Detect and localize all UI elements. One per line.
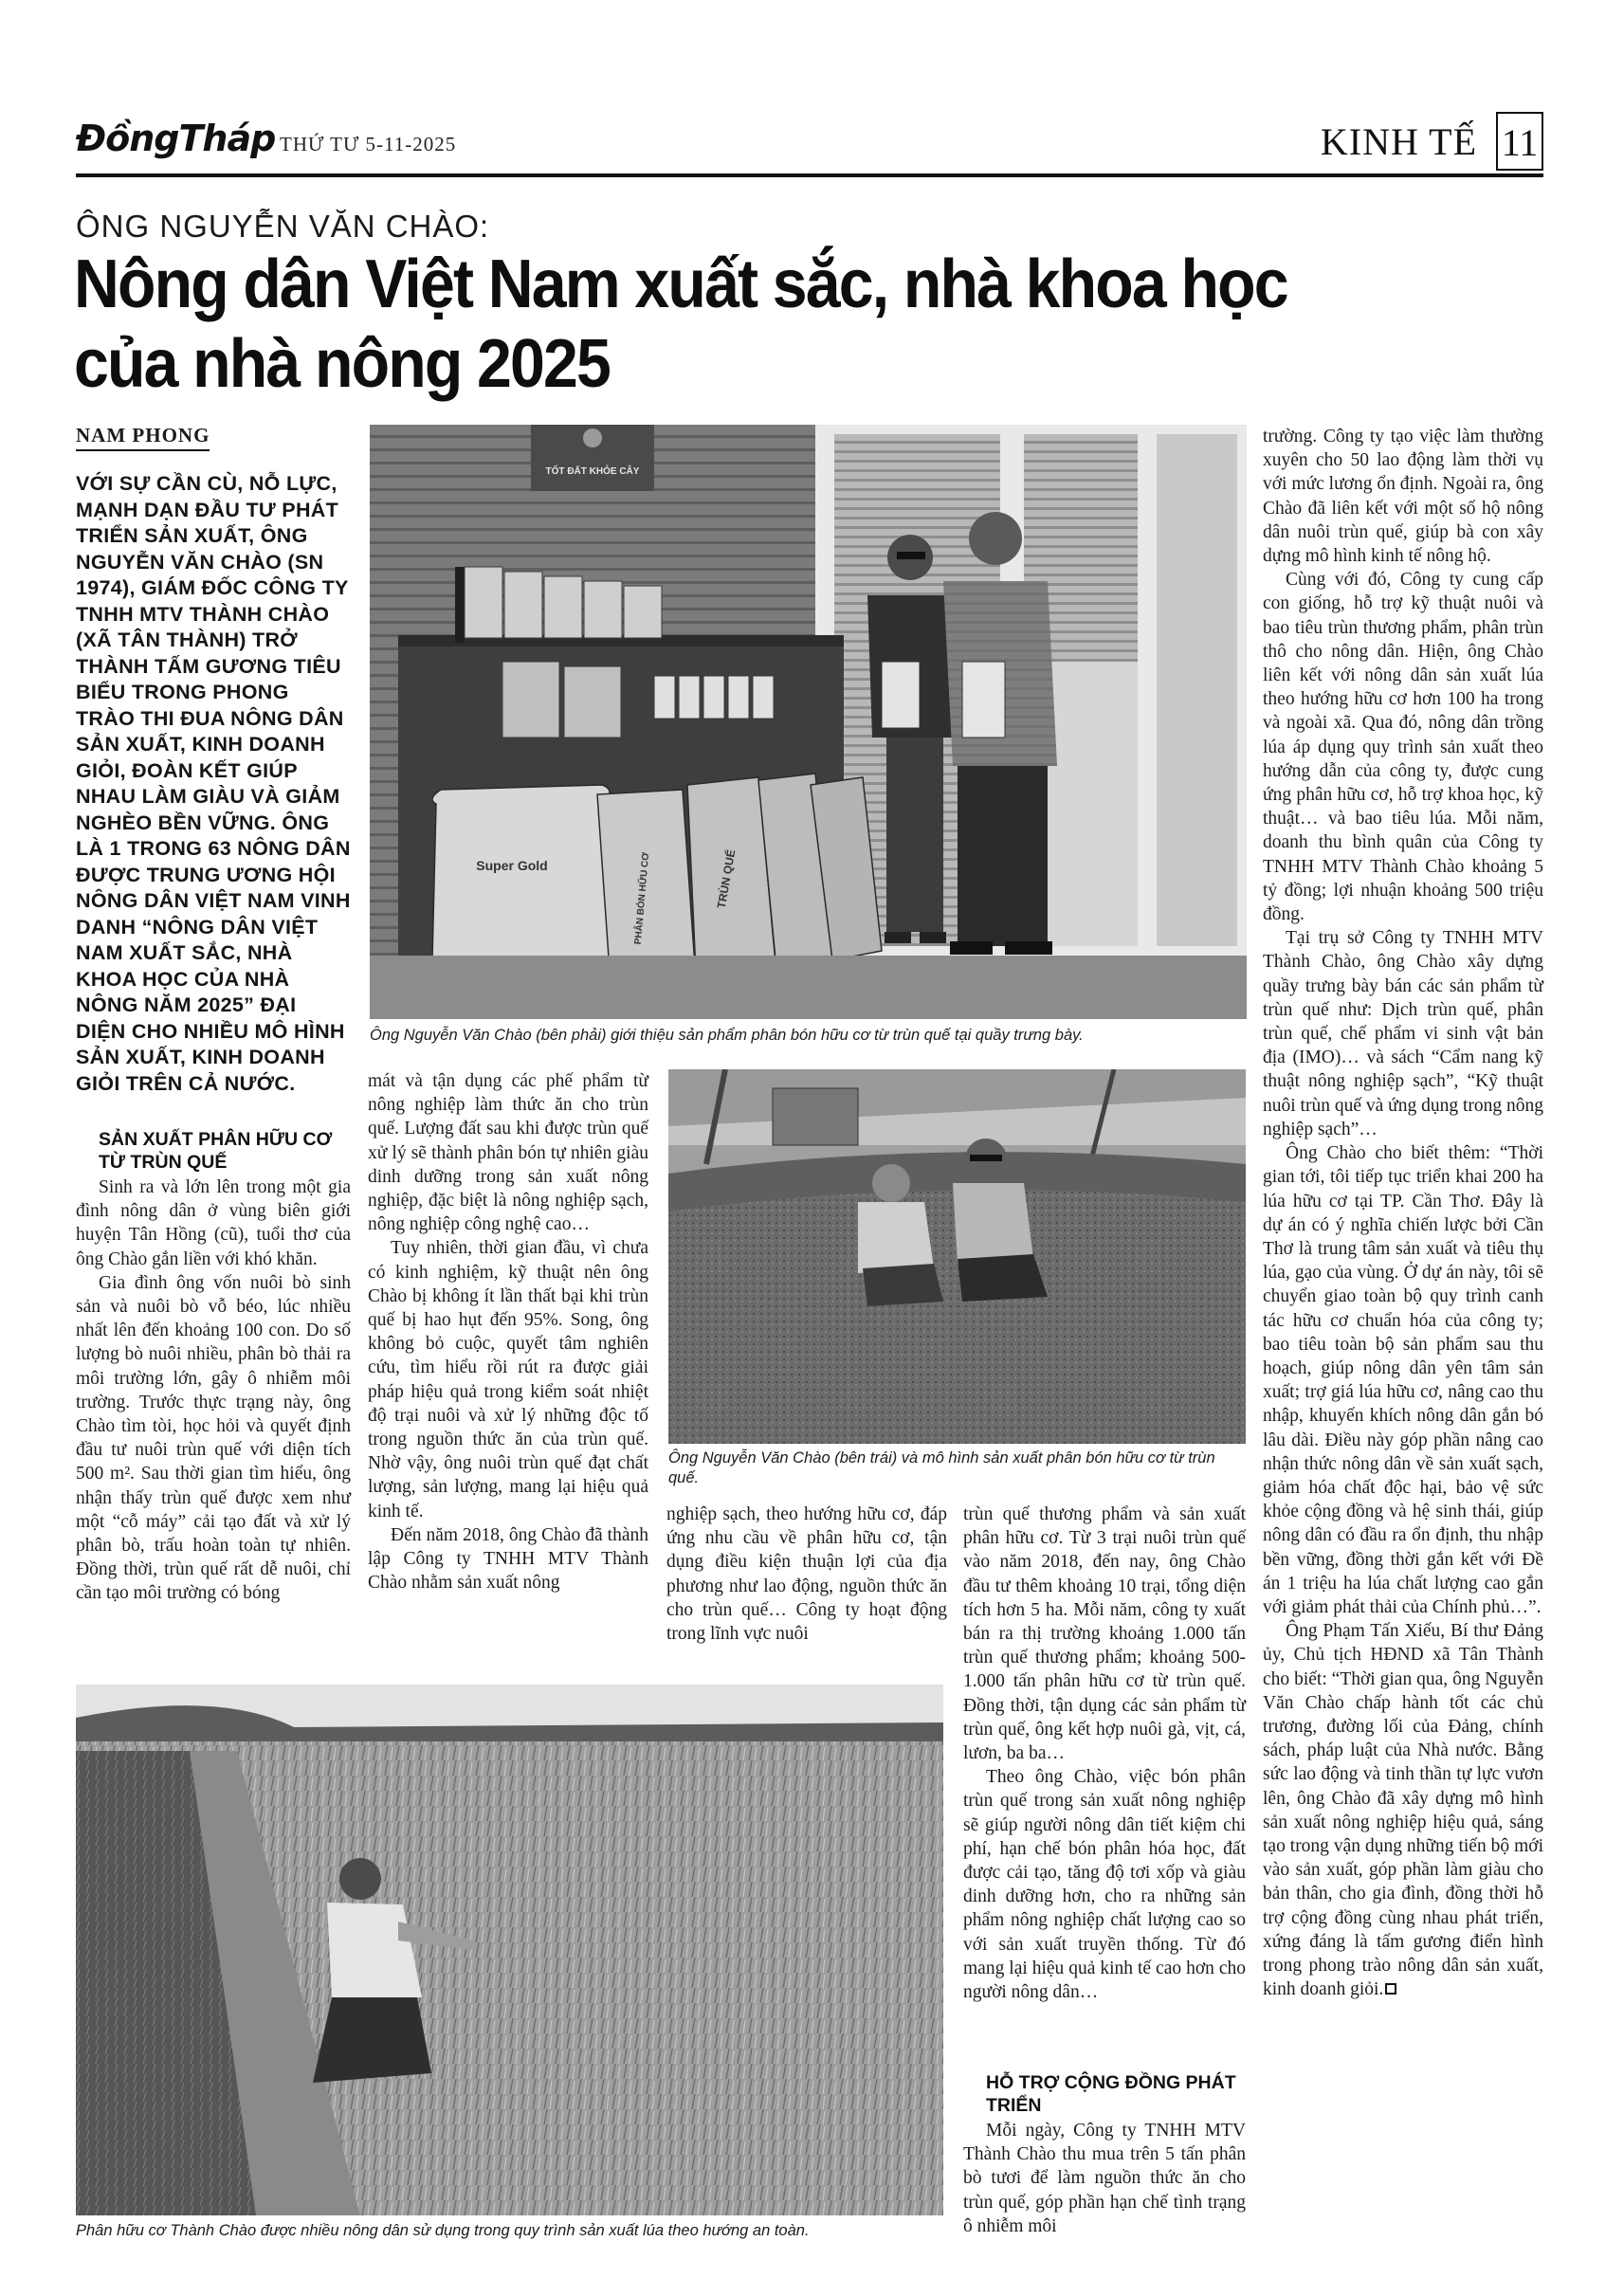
newspaper-logo: ĐồngTháp bbox=[76, 118, 276, 159]
photo-worm-farm bbox=[668, 1069, 1246, 1444]
headline-kicker: ÔNG NGUYỄN VĂN CHÀO: bbox=[76, 209, 490, 244]
photo-rice-field bbox=[76, 1685, 943, 2215]
showroom-sign-text: TỐT ĐẤT KHỎE CÂY bbox=[545, 466, 640, 477]
photo-worm-farm-caption: Ông Nguyễn Văn Chào (bên trái) và mô hình sản xuất phân bón hữu cơ từ trùn quế. bbox=[668, 1449, 1215, 1486]
masthead bbox=[76, 112, 1543, 169]
article-column-4-lower bbox=[963, 2071, 1246, 2238]
masthead-rule bbox=[76, 173, 1543, 177]
issue-date: THỨ TƯ 5-11-2025 bbox=[280, 133, 457, 155]
bag-label-trun-que: TRÙN QUẾ bbox=[714, 848, 739, 910]
paragraph: mát và tận dụng các phế phẩm từ nông nghiệp làm thức ăn cho trùn quế. Lượng đất sau khi được trùn quế xử lý sẽ thành phân bón tự nhiên giàu dinh dưỡng trong sản xuất nông nghiệp, đặc biệt là nông nghiệp sạch, nông nghiệp công nghệ cao… bbox=[368, 1071, 648, 1235]
rice-field-photo-illustration bbox=[76, 1685, 943, 2215]
headline: Nông dân Việt Nam xuất sắc, nhà khoa học của nhà nông 2025 bbox=[74, 246, 1287, 402]
page-number: 11 bbox=[1496, 112, 1543, 171]
paragraph: Mỗi ngày, Công ty TNHH MTV Thành Chào thu mua trên 5 tấn phân bò tươi để làm nguồn thức ăn cho trùn quế, góp phần hạn chế tình trạng ô nhiễm môi bbox=[963, 2121, 1246, 2236]
end-of-article-mark bbox=[1385, 1983, 1396, 1995]
paragraph: Ông Chào cho biết thêm: “Thời gian tới, tôi tiếp tục triển khai 200 ha lúa hữu cơ tại TP. Cần Thơ. Đây là dự án có ý nghĩa chiến lược bởi Cần Thơ là trung tâm sản xuất và tiêu thụ lúa, gạo của vùng. Ở dự án này, tôi sẽ chuyển giao toàn bộ quy trình canh tác hữu cơ chuẩn hóa của công ty; bao tiêu toàn bộ sản phẩm sau thu hoạch, giúp nông dân yên tâm sản xuất; trợ giá lúa hữu cơ, nâng cao thu nhập, khuyến khích nông dân gắn bó lâu dài. Điều này góp phần nâng cao nhận thức nông dân về sản xuất sạch, giảm hóa chất độc hại, bảo vệ sức khỏe cộng đồng và hệ sinh thái, giúp nông dân có đầu ra ổn định, thu nhập bền vững, đồng thời gắn kết với Đề án 1 triệu ha lúa chất lượng cao gắn với giảm phát thải của Chính phủ…”. bbox=[1263, 1143, 1543, 1617]
paragraph: Theo ông Chào, việc bón phân trùn quế trong sản xuất nông nghiệp sẽ giúp người nông dân tiết kiệm chi phí, hạn chế bón phân hóa học, đất được cải tạo, tăng độ tơi xốp và giàu dinh dưỡng hơn, cho ra những sản phẩm nông nghiệp chất lượng cao so với sản xuất truyền thống. Từ đó mang lại hiệu quả kinh tế cao hơn cho người nông dân… bbox=[963, 1767, 1246, 2003]
paragraph: trùn quế thương phẩm và sản xuất phân hữu cơ. Từ 3 trại nuôi trùn quế vào năm 2018, đến nay, ông Chào đầu tư thêm khoảng 10 trại, tổng diện tích hơn 5 ha. Mỗi năm, công ty xuất bán ra thị trường khoảng 1.000 tấn trùn quế thương phẩm; khoảng 500-1.000 tấn phân hữu cơ từ trùn quế. Đồng thời, tận dụng các sản phẩm từ trùn quế, ông kết hợp nuôi gà, vịt, cá, lươn, ba ba… bbox=[963, 1504, 1246, 1764]
subhead-community-support: HỖ TRỢ CỘNG ĐỒNG PHÁT TRIỂN bbox=[986, 2072, 1236, 2116]
article-column-4 bbox=[963, 1503, 1246, 2004]
article-column-3 bbox=[666, 1503, 947, 1646]
paragraph: Tuy nhiên, thời gian đầu, vì chưa có kinh nghiệm, kỹ thuật nên ông Chào bị không ít lần thất bại khi trùn quế bị hao hụt đến 95%. Song, ông không bỏ cuộc, quyết tâm nghiên cứu, tìm hiểu rồi rút ra được giải pháp hiệu quả trong kiểm soát nhiệt độ trại nuôi và xử lý những độc tố trong nguồn thức ăn của trùn quế. Nhờ vậy, ông nuôi trùn quế đạt chất lượng, sản lượng, mang lại hiệu quả kinh tế. bbox=[368, 1238, 648, 1522]
paragraph: nghiệp sạch, theo hướng hữu cơ, đáp ứng nhu cầu về phân hữu cơ, tận dụng điều kiện thuận lợi của địa phương như lao động, nguồn thức ăn cho trùn quế… Công ty hoạt động trong lĩnh vực nuôi bbox=[666, 1504, 947, 1645]
worm-farm-photo-illustration bbox=[668, 1069, 1246, 1444]
paragraph: Sinh ra và lớn lên trong một gia đình nông dân ở vùng biên giới huyện Tân Hồng (cũ), tuổi thơ của ông Chào gắn liền với khó khăn. bbox=[76, 1177, 351, 1269]
paragraph: Cùng với đó, Công ty cung cấp con giống, hỗ trợ kỹ thuật nuôi và bao tiêu trùn thương phẩm, phân trùn thô cho nông dân. Hiện, ông Chào liên kết với nông dân sản xuất lúa theo hướng hữu cơ hơn 100 ha trong và ngoài xã. Qua đó, nông dân trồng lúa áp dụng quy trình sản xuất theo hướng dẫn của công ty, được cung ứng phân hữu cơ, hỗ trợ khoa học, kỹ thuật… và bao tiêu lúa. Mỗi năm, doanh thu bình quân của Công ty TNHH MTV Thành Chào khoảng 5 tỷ đồng; lợi nhuận khoảng 500 triệu đồng. bbox=[1263, 570, 1543, 925]
photo-showroom-caption: Ông Nguyễn Văn Chào (bên phải) giới thiệu sản phẩm phân bón hữu cơ từ trùn quế tại quầy trưng bày. bbox=[370, 1027, 1084, 1044]
section-name: KINH TẾ bbox=[1320, 120, 1477, 163]
photo-rice-field-caption: Phân hữu cơ Thành Chào được nhiều nông dân sử dụng trong quy trình sản xuất lúa theo hướng an toàn. bbox=[76, 2222, 810, 2239]
showroom-photo-illustration bbox=[370, 425, 1247, 1019]
paragraph: Gia đình ông vốn nuôi bò sinh sản và nuôi bò vỗ béo, lúc nhiều nhất lên đến khoảng 100 con. Do số lượng bò nuôi nhiều, phân bò thải ra môi trường lớn, gây ô nhiễm môi trường. Trước thực trạng này, ông Chào tìm tòi, học hỏi và quyết định đầu tư nuôi trùn quế với diện tích 500 m². Sau thời gian tìm hiểu, ông nhận thấy trùn quế được xem như một “cỗ máy” cải tạo đất và xử lý phân bò, trấu hoàn toàn tự nhiên. Đồng thời, trùn quế rất dễ nuôi, chỉ cần tạo môi trường có bóng bbox=[76, 1272, 351, 1604]
paragraph: Đến năm 2018, ông Chào đã thành lập Công ty TNHH MTV Thành Chào nhằm sản xuất nông bbox=[368, 1524, 648, 1594]
paragraph bbox=[1263, 1619, 1543, 2001]
subhead-worm-fertilizer: SẢN XUẤT PHÂN HỮU CƠ TỪ TRÙN QUẾ bbox=[99, 1129, 333, 1173]
lead-paragraph: VỚI SỰ CẦN CÙ, NỖ LỰC, MẠNH DẠN ĐẦU TƯ PHÁT TRIỂN SẢN XUẤT, ÔNG NGUYỄN VĂN CHÀO (SN 1974), GIÁM ĐỐC CÔNG TY TNHH MTV THÀNH CHÀO (XÃ TÂN THÀNH) TRỞ THÀNH TẤM GƯƠNG TIÊU BIỂU TRONG PHONG TRÀO THI ĐUA NÔNG DÂN SẢN XUẤT, KINH DOANH GIỎI, ĐOÀN KẾT GIÚP NHAU LÀM GIÀU VÀ GIẢM NGHÈO BỀN VỮNG. ÔNG LÀ 1 TRONG 63 NÔNG DÂN ĐƯỢC TRUNG ƯƠNG HỘI NÔNG DÂN VIỆT NAM VINH DANH “NÔNG DÂN VIỆT NAM XUẤT SẮC, NHÀ KHOA HỌC CỦA NHÀ NÔNG NĂM 2025” ĐẠI DIỆN CHO NHIỀU MÔ HÌNH SẢN XUẤT, KINH DOANH GIỎI TRÊN CẢ NƯỚC. bbox=[76, 472, 351, 1095]
article-column-5 bbox=[1263, 425, 1543, 2001]
bag-label-super-gold: Super Gold bbox=[476, 858, 548, 873]
article-column-1 bbox=[76, 1128, 351, 1606]
paragraph: trường. Công ty tạo việc làm thường xuyên cho 50 lao động làm thời vụ với mức lương ổn định. Ngoài ra, ông Chào đã liên kết với một số hộ nông dân nuôi trùn quế, giúp bà con xây dựng mô hình kinh tế nông hộ. bbox=[1263, 427, 1543, 567]
closing-paragraph-text: Ông Phạm Tấn Xiếu, Bí thư Đảng ủy, Chủ tịch HĐND xã Tân Thành cho biết: “Thời gian qua, ông Nguyễn Văn Chào chấp hành tốt các chủ trương, đường lối của Đảng, chính sách, pháp luật của Nhà nước. Bằng sức lao động và tinh thần tự lực vươn lên, ông Chào đã xây dựng mô hình sản xuất nông nghiệp hiệu quả, sáng tạo trong vận dụng những tiến bộ mới vào sản xuất, góp phần làm giàu cho bản thân, cho gia đình, đồng thời hỗ trợ cộng đồng cùng nhau phát triển, xứng đáng là tấm gương điển hình trong phong trào nông dân sản xuất, kinh doanh giỏi. bbox=[1263, 1621, 1543, 2000]
byline: NAM PHONG bbox=[76, 424, 210, 451]
bag-label-phan-bon: PHÂN BÓN HỮU CƠ bbox=[632, 851, 652, 945]
photo-showroom bbox=[370, 425, 1247, 1019]
paragraph: Tại trụ sở Công ty TNHH MTV Thành Chào, ông Chào xây dựng quầy trưng bày bán các sản phẩm từ trùn quế như: Dịch trùn quế, phân trùn quế, chế phẩm vi sinh vật bản địa (IMO)… và sách “Cẩm nang kỹ thuật nông nghiệp sạch”, “Kỹ thuật nuôi trùn quế và ứng dụng trong nông nghiệp sạch”… bbox=[1263, 928, 1543, 1139]
article-column-2 bbox=[368, 1069, 648, 1594]
